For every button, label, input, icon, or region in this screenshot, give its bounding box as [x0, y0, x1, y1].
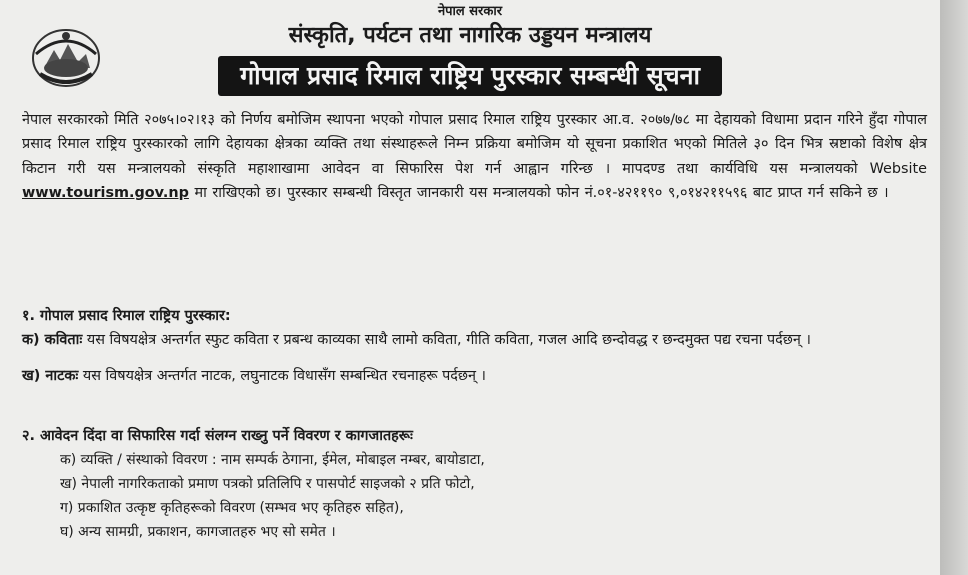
- intro-text: नेपाल सरकारको मिति २०७५।०२।१३ को निर्णय बमोजिम स्थापना भएको गोपाल प्रसाद रिमाल राष्ट्रिय पुरस्कार आ.व. २०७७/७८ मा देहायको विधामा प्रदान गरिने हुँदा गोपाल प्रसाद रिमाल राष्ट्रिय पुरस्कारको लागि देहायका क्षेत्रका व्यक्ति तथा संस्थाहरूले निम्न प्रक्रिया बमोजिम यो सूचना प्रकाशित भएको मितिले ३० दिन भित्र स्रष्टाको विशेष क्षेत्र किटान गरी यस मन्त्रालयको संस्कृति महाशाखामा आवेदन वा सिफारिस पेश गर्न आह्वान गरिन्छ । मापदण्ड तथा कार्यविधि यस मन्त्रालयको Website: [22, 112, 927, 177]
- item-label: क) कविताः: [22, 332, 83, 348]
- section-1-item-drama: [22, 364, 927, 388]
- intro-text-contact: मा राखिएको छ। पुरस्कार सम्बन्धी विस्तृत जानकारी यस मन्त्रालयको फोन नं.०१-४२११९० ९,०१४२११५९६ बाट प्राप्त गर्न सकिने छ ।: [194, 184, 889, 201]
- item-text: यस विषयक्षेत्र अन्तर्गत नाटक, लघुनाटक विधासँग सम्बन्धित रचनाहरू पर्दछन् ।: [82, 368, 487, 384]
- section-1-item-poetry: [22, 328, 927, 352]
- scan-edge: [940, 0, 968, 575]
- section-1: [22, 304, 927, 388]
- list-item: घ) अन्य सामग्री, प्रकाशन, कागजातहरु भए सो समेत ।: [60, 524, 336, 540]
- section-2: [22, 424, 927, 448]
- notice-title-banner: गोपाल प्रसाद रिमाल राष्ट्रिय पुरस्कार सम्बन्धी सूचना: [218, 56, 722, 96]
- government-label: नेपाल सरकार: [437, 4, 503, 19]
- intro-paragraph: [22, 108, 927, 205]
- item-text: यस विषयक्षेत्र अन्तर्गत स्फुट कविता र प्रबन्ध काव्यका साथै लामो कविता, गीति कविता, गजल आदि छन्दोवद्ध र छन्दमुक्त पद्य रचना पर्दछन् ।: [86, 332, 811, 348]
- list-item: ख) नेपाली नागरिकताको प्रमाण पत्रको प्रतिलिपि र पासपोर्ट साइजको २ प्रति फोटो,: [60, 476, 475, 492]
- item-label: ख) नाटकः: [22, 368, 79, 384]
- section-2-title: २. आवेदन दिंदा वा सिफारिस गर्दा संलग्न राख्नु पर्ने विवरण र कागजातहरूः: [22, 428, 413, 444]
- website-link[interactable]: www.tourism.gov.np: [22, 184, 189, 201]
- notice-header: [0, 4, 940, 96]
- list-item: क) व्यक्ति / संस्थाको विवरण : नाम सम्पर्क ठेगाना, ईमेल, मोबाइल नम्बर, बायोडाटा,: [60, 452, 485, 468]
- section-1-title: १. गोपाल प्रसाद रिमाल राष्ट्रिय पुरस्कार:: [22, 308, 231, 324]
- ministry-title: संस्कृति, पर्यटन तथा नागरिक उड्डयन मन्त्रालय: [288, 23, 652, 48]
- list-item: ग) प्रकाशित उत्कृष्ट कृतिहरूको विवरण (सम्भव भए कृतिहरु सहित),: [60, 500, 404, 516]
- section-2-list: [60, 448, 920, 544]
